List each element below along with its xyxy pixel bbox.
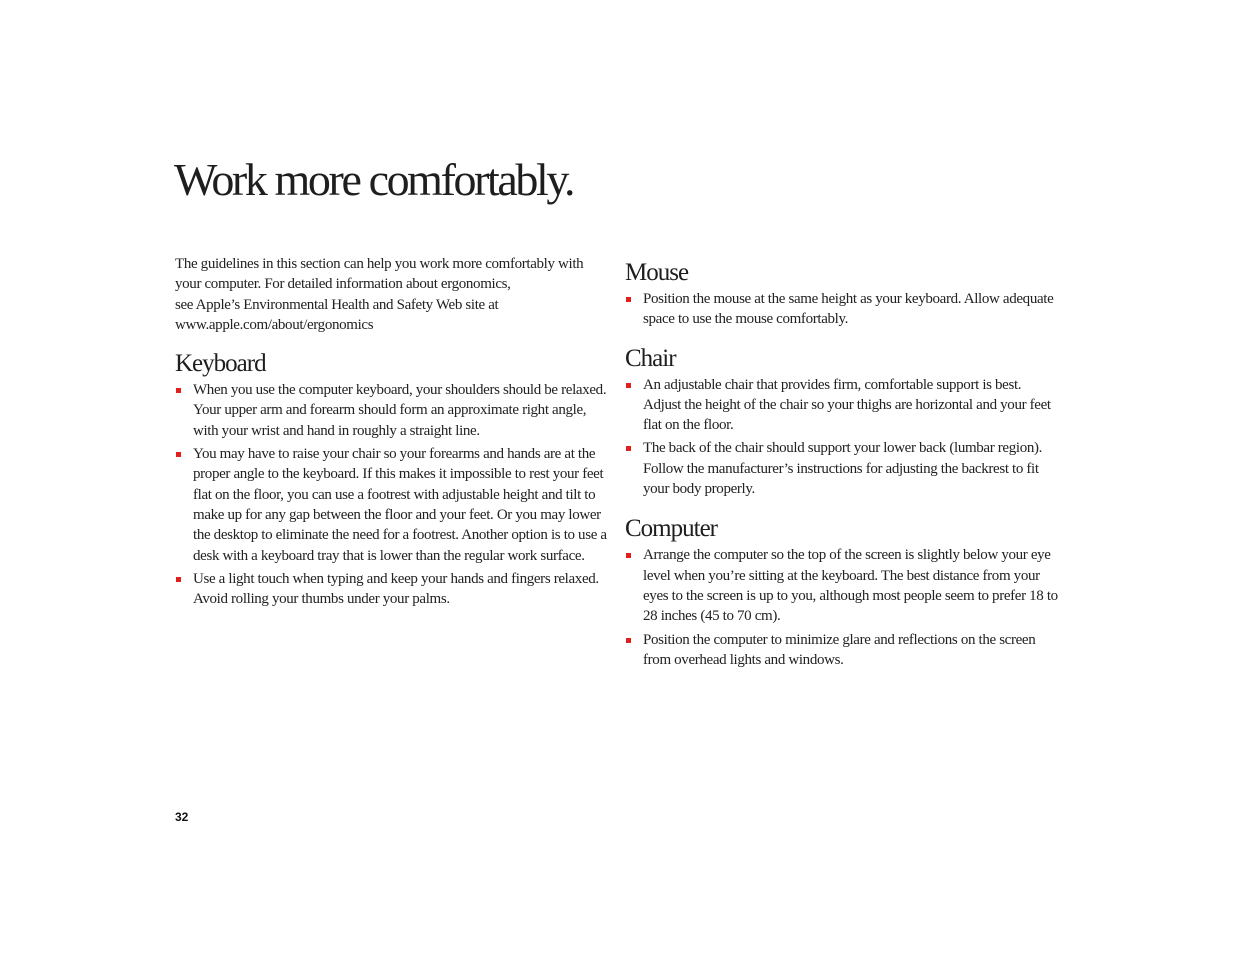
list-item bbox=[175, 569, 611, 610]
intro-line: www.apple.com/about/ergonomics bbox=[175, 316, 374, 333]
section-computer bbox=[625, 514, 1061, 670]
section-keyboard bbox=[175, 349, 611, 609]
page-title: Work more comfortably. bbox=[174, 154, 574, 205]
list-item-text: Position the mouse at the same height as your keyboard. Allow adequate space to use the mouse comfortably. bbox=[643, 291, 1054, 328]
square-bullet-icon bbox=[626, 297, 631, 302]
list-item bbox=[625, 438, 1061, 499]
list-item-text: When you use the computer keyboard, your shoulders should be relaxed. Your upper arm and forearm should form an approximate right angle, with your wrist and hand in roughly a straight line. bbox=[193, 382, 607, 439]
chair-bullet-list bbox=[625, 375, 1061, 500]
page-number: 32 bbox=[175, 810, 189, 824]
intro-line: The guidelines in this section can help you work more comfortably with bbox=[175, 256, 584, 272]
list-item-text: An adjustable chair that provides firm, comfortable support is best. Adjust the height of the chair so your thighs are horizontal and your feet flat on the floor. bbox=[643, 376, 1051, 434]
mouse-bullet-list bbox=[625, 289, 1061, 330]
left-column bbox=[175, 254, 611, 612]
section-heading-chair: Chair bbox=[625, 344, 676, 372]
list-item-text: Arrange the computer so the top of the screen is slightly below your eye level when you’re sitting at the keyboard. The best distance from your eyes to the screen is up to you, although most people seem to prefer 18 to 28 inches (45 to 70 cm). bbox=[643, 547, 1058, 625]
section-chair bbox=[625, 344, 1061, 500]
right-column bbox=[625, 258, 1061, 673]
keyboard-bullet-list bbox=[175, 380, 611, 609]
square-bullet-icon bbox=[626, 383, 631, 388]
square-bullet-icon bbox=[176, 388, 181, 393]
list-item bbox=[175, 380, 611, 441]
square-bullet-icon bbox=[176, 577, 181, 582]
square-bullet-icon bbox=[626, 638, 631, 643]
list-item-text: The back of the chair should support your lower back (lumbar region). Follow the manufacturer’s instructions for adjusting the backrest to fit your body properly. bbox=[643, 440, 1043, 498]
section-heading-keyboard: Keyboard bbox=[175, 350, 266, 378]
section-heading-mouse: Mouse bbox=[625, 259, 689, 286]
section-mouse bbox=[625, 258, 1061, 330]
intro-line: see Apple’s Environmental Health and Safety Web site at bbox=[175, 296, 499, 313]
square-bullet-icon bbox=[176, 452, 181, 457]
list-item bbox=[625, 630, 1061, 671]
intro-line: your computer. For detailed information about ergonomics, bbox=[175, 276, 511, 293]
list-item-text: You may have to raise your chair so your forearms and hands are at the proper angle to the keyboard. If this makes it impossible to rest your feet flat on the floor, you can use a footrest with adjustable height and tilt to make up for any gap between the floor and your feet. Or you may lower the desktop to eliminate the need for a footrest. Another option is to use a desk with a keyboard tray that is lower than the regular work surface. bbox=[193, 446, 607, 564]
list-item bbox=[625, 375, 1061, 436]
computer-bullet-list bbox=[625, 545, 1061, 670]
list-item bbox=[625, 289, 1061, 330]
square-bullet-icon bbox=[626, 446, 631, 451]
list-item-text: Position the computer to minimize glare and reflections on the screen from overhead lights and windows. bbox=[643, 631, 1036, 668]
section-heading-computer: Computer bbox=[625, 515, 717, 543]
list-item-text: Use a light touch when typing and keep your hands and fingers relaxed. Avoid rolling your thumbs under your palms. bbox=[193, 570, 599, 608]
intro-paragraph bbox=[175, 254, 611, 335]
list-item bbox=[625, 545, 1061, 626]
list-item bbox=[175, 444, 611, 566]
square-bullet-icon bbox=[626, 553, 631, 558]
